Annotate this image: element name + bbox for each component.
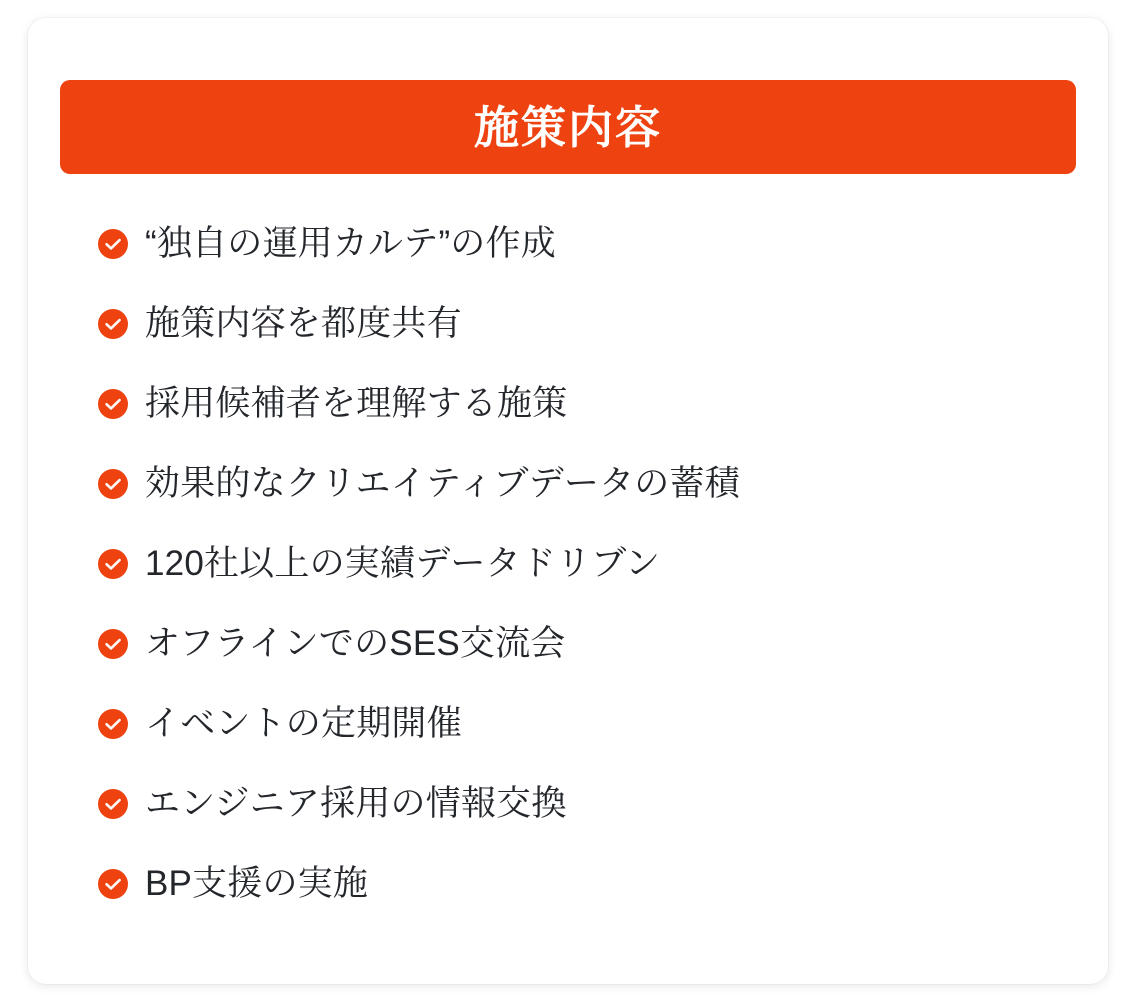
list-item <box>98 764 1076 844</box>
check-circle-icon <box>98 229 128 259</box>
list-item-label: 120社以上の実績データドリブン <box>145 544 661 584</box>
list-item <box>98 204 1076 284</box>
list-item <box>98 444 1076 524</box>
list-item-label: 効果的なクリエイティブデータの蓄積 <box>145 464 740 504</box>
list-item-label: エンジニア採用の情報交換 <box>145 784 567 824</box>
check-circle-icon <box>98 629 128 659</box>
check-circle-icon <box>98 709 128 739</box>
measures-card <box>28 18 1108 984</box>
list-item <box>98 844 1076 924</box>
measures-list <box>28 204 1108 924</box>
list-item-label: “独自の運用カルテ”の作成 <box>145 224 556 264</box>
card-header-banner <box>60 80 1076 174</box>
check-circle-icon <box>98 869 128 899</box>
list-item-label: 採用候補者を理解する施策 <box>145 384 568 424</box>
check-circle-icon <box>98 549 128 579</box>
check-circle-icon <box>98 789 128 819</box>
check-circle-icon <box>98 309 128 339</box>
list-item-label: 施策内容を都度共有 <box>145 304 462 344</box>
list-item <box>98 284 1076 364</box>
list-item-label: イベントの定期開催 <box>145 704 462 744</box>
list-item-label: オフラインでのSES交流会 <box>145 624 566 664</box>
list-item <box>98 684 1076 764</box>
check-circle-icon <box>98 469 128 499</box>
list-item <box>98 364 1076 444</box>
check-circle-icon <box>98 389 128 419</box>
list-item-label: BP支援の実施 <box>145 864 369 904</box>
list-item <box>98 604 1076 684</box>
list-item <box>98 524 1076 604</box>
card-title: 施策内容 <box>473 101 662 153</box>
